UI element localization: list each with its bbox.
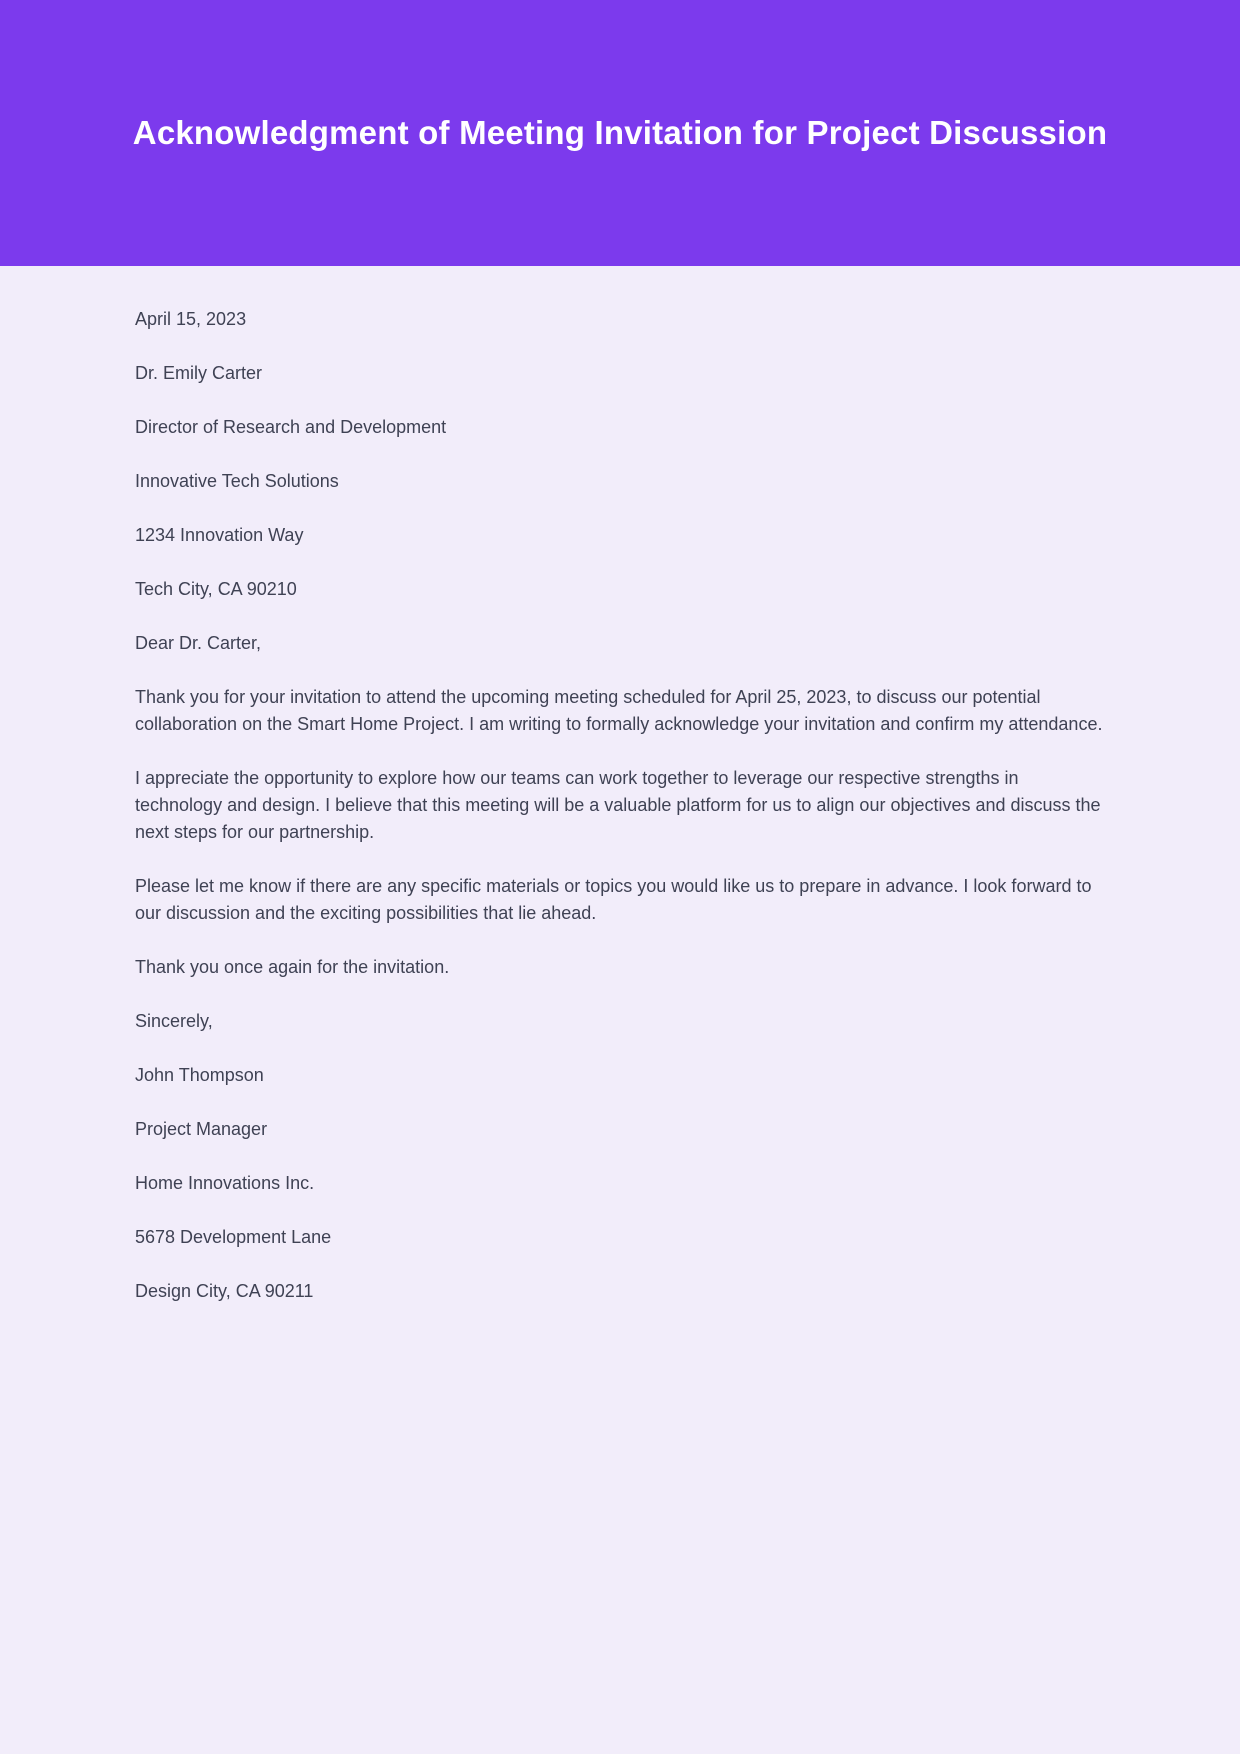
recipient-address-line1: 1234 Innovation Way	[135, 525, 304, 545]
body-paragraph: Thank you once again for the invitation.	[135, 957, 450, 977]
recipient-company: Innovative Tech Solutions	[135, 471, 339, 491]
salutation: Dear Dr. Carter,	[135, 633, 262, 653]
body-paragraph: I appreciate the opportunity to explore how our teams can work together to leverage our respective strengths in technology and design. I believe that this meeting will be a valuable platform for us to align our objectives and discuss the next steps for our partnership.	[135, 768, 1101, 842]
sender-company: Home Innovations Inc.	[135, 1173, 315, 1193]
sender-address-line2: Design City, CA 90211	[135, 1281, 314, 1301]
date-line: April 15, 2023	[135, 309, 247, 329]
letter-body	[0, 266, 1240, 1305]
letter-title: Acknowledgment of Meeting Invitation for Project Discussion	[132, 114, 1108, 151]
closing: Sincerely,	[135, 1011, 213, 1031]
recipient-name: Dr. Emily Carter	[135, 363, 263, 383]
body-paragraph: Please let me know if there are any specific materials or topics you would like us to prepare in advance. I look forward to our discussion and the exciting possibilities that lie ahead.	[135, 876, 1092, 923]
sender-job-title: Project Manager	[135, 1119, 268, 1139]
body-paragraph: Thank you for your invitation to attend the upcoming meeting scheduled for April 25, 2023, to discuss our potential collaboration on the Smart Home Project. I am writing to formally acknowledge your invitation and confirm my attendance.	[135, 687, 1103, 734]
sender-address-line1: 5678 Development Lane	[135, 1227, 332, 1247]
recipient-job-title: Director of Research and Development	[135, 417, 447, 437]
letter-header	[0, 0, 1240, 266]
sender-name: John Thompson	[135, 1065, 264, 1085]
recipient-address-line2: Tech City, CA 90210	[135, 579, 297, 599]
